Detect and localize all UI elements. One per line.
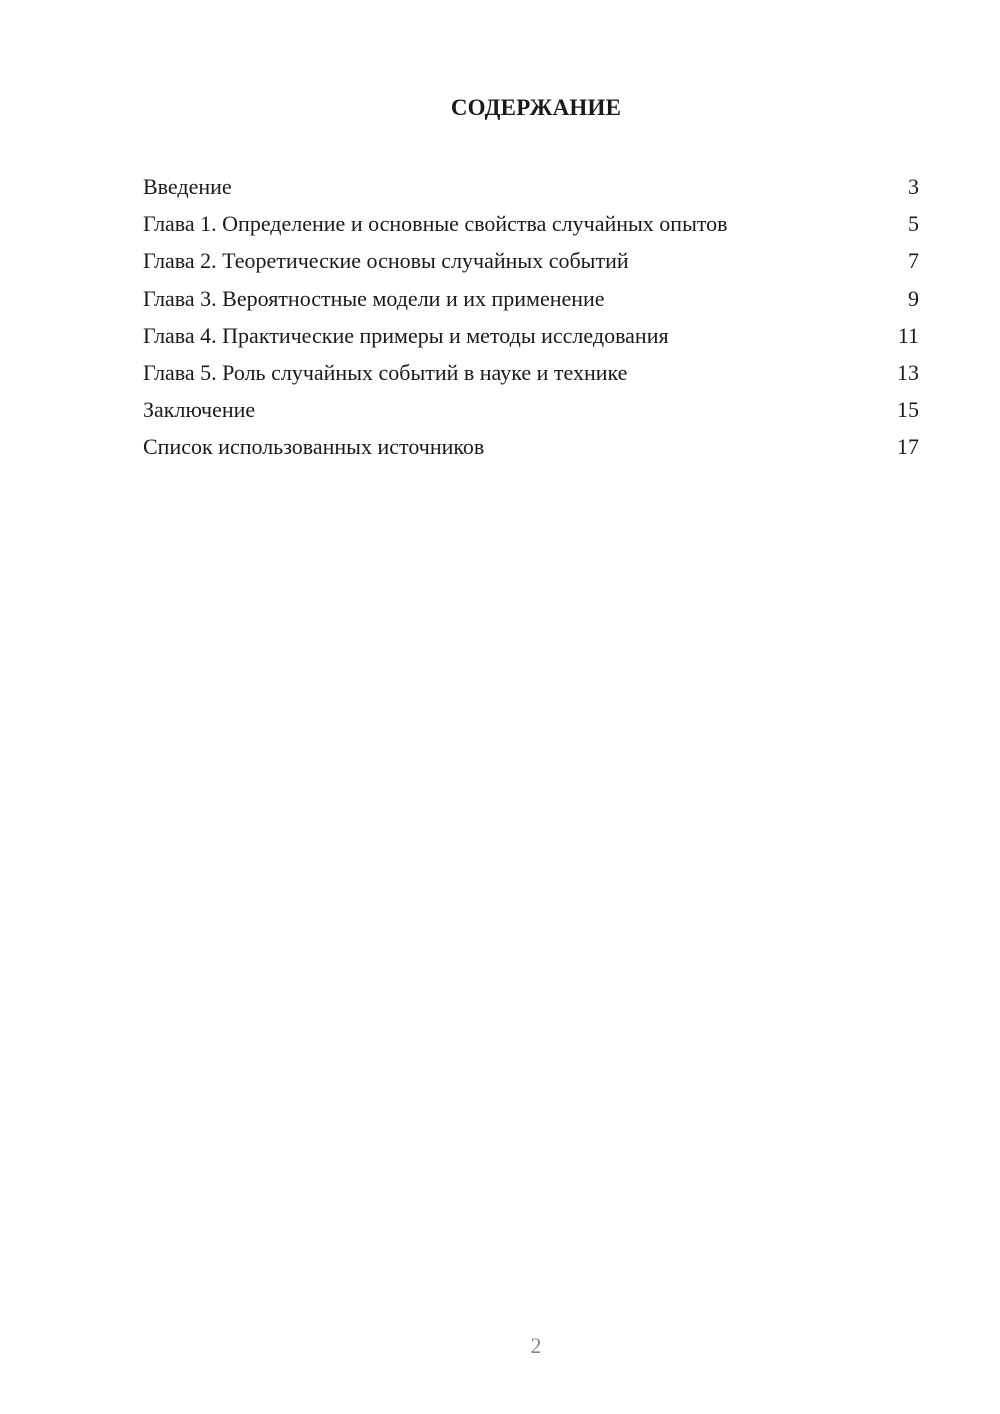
toc-entry-page: 15	[897, 397, 919, 423]
toc-entry-label: Глава 3. Вероятностные модели и их применение	[143, 285, 605, 311]
toc-entry-label: Глава 1. Определение и основные свойства случайных опытов	[143, 211, 728, 237]
toc-entry-conclusion	[143, 391, 919, 428]
toc-entry-page: 5	[908, 211, 919, 237]
toc-entry-introduction	[143, 168, 919, 205]
toc-entry-label: Заключение	[143, 397, 256, 423]
toc-entry-page: 17	[897, 434, 919, 460]
toc-entry-references	[143, 428, 919, 465]
toc-entry-chapter-2	[143, 242, 919, 279]
toc-entry-page: 11	[897, 322, 919, 348]
toc-entry-label: Глава 4. Практические примеры и методы исследования	[143, 322, 669, 348]
table-of-contents	[143, 168, 919, 466]
toc-entry-page: 3	[908, 174, 919, 199]
toc-entry-chapter-4	[143, 317, 919, 354]
toc-entry-label: Глава 5. Роль случайных событий в науке и технике	[143, 359, 628, 385]
toc-entry-label: Глава 2. Теоретические основы случайных событий	[143, 248, 629, 274]
toc-entry-page: 9	[908, 285, 919, 311]
toc-entry-chapter-5	[143, 354, 919, 391]
toc-entry-label: Введение	[143, 174, 232, 199]
toc-entry-chapter-1	[143, 205, 919, 242]
toc-entry-chapter-3	[143, 280, 919, 317]
toc-entry-label: Список использованных источников	[143, 434, 485, 460]
page-title: СОДЕРЖАНИЕ	[450, 95, 622, 120]
toc-entry-page: 13	[897, 359, 919, 385]
page-number: 2	[530, 1333, 542, 1358]
toc-entry-page: 7	[908, 248, 919, 274]
